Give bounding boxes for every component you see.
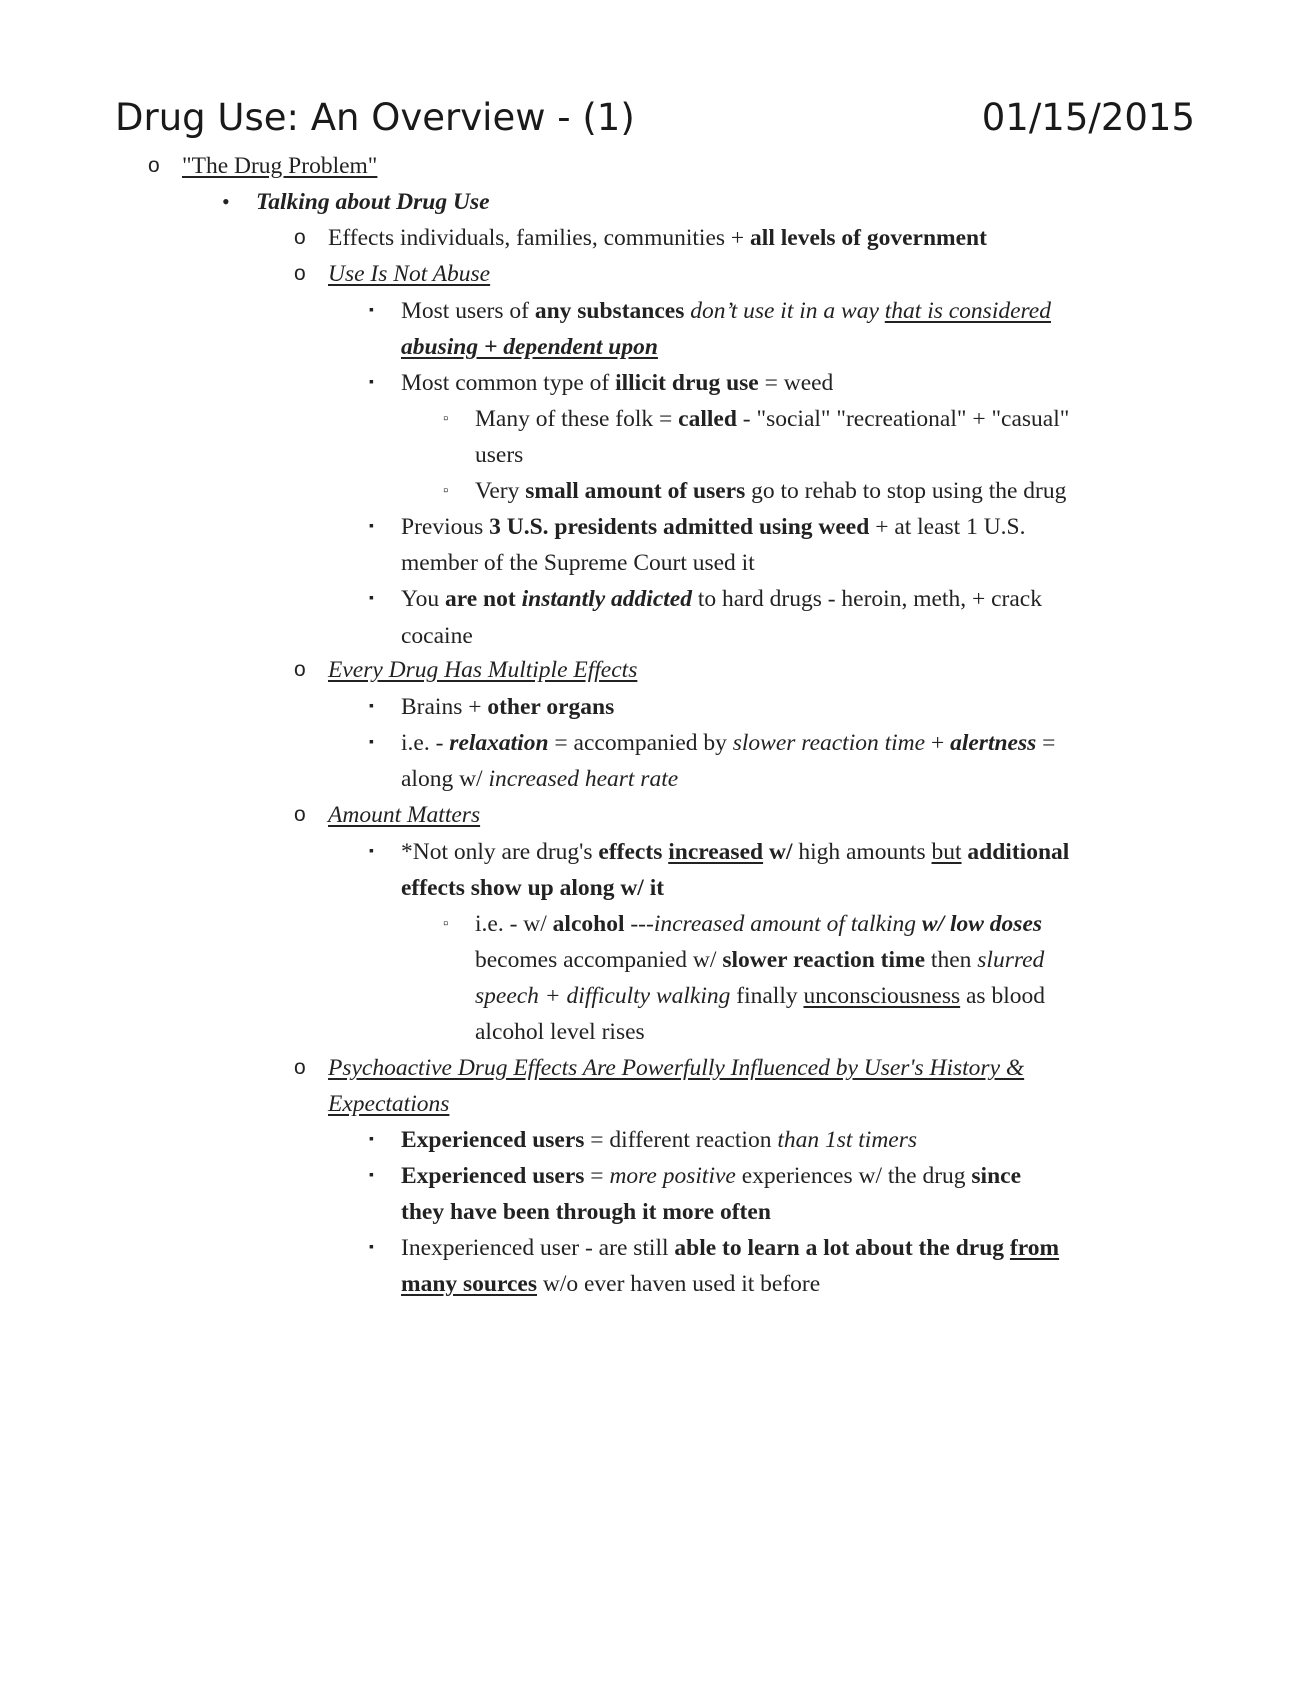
text-run: than 1st timers [777,1127,918,1153]
text-run: Effects individuals, families, communities + [328,225,751,251]
text-run: any substances [534,298,685,324]
outline-line [328,255,490,293]
text-run: alcohol level rises [475,1019,645,1045]
list-marker: ▪ [369,519,374,534]
list-marker: ▪ [369,699,374,714]
outline-line [401,617,473,655]
text-run: more positive [609,1163,736,1189]
list-marker: ▪ [369,844,374,859]
outline-line [328,1085,449,1123]
text-run: then [925,947,978,973]
text-run: many sources [401,1271,537,1297]
text-run: --- [624,911,654,937]
text-run: Psychoactive Drug Effects Are Powerfully Influenced by User's History & [328,1055,1025,1081]
text-run: w/ low doses [921,911,1043,937]
text-run: all levels of government [750,225,987,251]
outline-line [328,1049,1024,1087]
outline-line [401,328,658,366]
text-run: to hard drugs - heroin, meth, + crack [691,586,1042,612]
text-run: experiences w/ the drug [735,1163,972,1189]
outline-line [182,147,377,185]
outline-line [401,760,678,798]
outline-line [401,1229,1059,1267]
outline-line [401,1157,1021,1195]
list-marker: ▫ [443,483,449,499]
outline-line [401,688,614,726]
text-run: "The Drug Problem" [182,153,378,179]
text-run: abusing + dependent upon [401,334,658,360]
list-marker: ▪ [369,1132,374,1147]
text-run: becomes accompanied w/ [475,947,723,973]
text-run: You [401,586,445,612]
outline-line [401,544,755,582]
outline-line [401,1265,820,1303]
text-run: called [678,406,737,432]
list-marker: o [148,154,160,177]
text-run: unconsciousness [803,983,961,1009]
text-run: relaxation [449,730,549,756]
text-run: Use Is Not Abuse [328,261,491,287]
text-run: Every Drug Has Multiple Effects [328,657,638,683]
list-marker: o [294,803,306,826]
list-marker: ▫ [443,916,449,932]
list-marker: o [294,262,306,285]
text-run: member of the Supreme Court used it [401,550,755,576]
text-run: = weed [758,370,834,396]
outline-line [256,183,490,221]
text-run: additional [967,839,1070,865]
text-run: slower reaction time [722,947,926,973]
outline-line [401,1193,771,1231]
text-run: Previous [401,514,490,540]
text-run: i.e. - [401,730,450,756]
list-marker: ▪ [369,591,374,606]
text-run: i.e. - w/ [475,911,553,937]
text-run: other organs [487,694,615,720]
text-run: but [931,839,962,865]
outline-line [475,905,1042,943]
text-run: Talking about Drug Use [256,189,490,215]
text-run: increased heart rate [488,766,679,792]
outline-line [328,796,480,834]
text-run: don’t use it in a way [684,298,885,324]
list-marker: ▪ [369,735,374,750]
outline-line [401,869,664,907]
text-run: able to learn a lot about the drug [674,1235,1010,1261]
outline-line [475,436,523,474]
text-run: - "social" "recreational" + "casual" [736,406,1070,432]
text-run: increased [668,839,764,865]
text-run: high amounts [792,839,932,865]
text-run: speech + difficulty walking [475,983,731,1009]
outline-line [401,833,1069,871]
text-run: Amount Matters [328,802,481,828]
page-title: Drug Use: An Overview - (1) [115,96,635,139]
outline-line [475,1013,645,1051]
text-run: effects show up along w/ it [401,875,665,901]
list-marker: ▫ [443,411,449,427]
text-run: effects [598,839,669,865]
text-run: Inexperienced user - are still [401,1235,675,1261]
text-run: = accompanied by [548,730,733,756]
text-run: finally [730,983,804,1009]
text-run: since [971,1163,1022,1189]
text-run: Experienced users [401,1127,585,1153]
list-marker: o [294,1056,306,1079]
text-run: as blood [960,983,1045,1009]
text-run: Many of these folk = [475,406,679,432]
text-run: are not [445,586,522,612]
text-run: = different reaction [584,1127,778,1153]
text-run: alertness [950,730,1037,756]
list-marker: ▪ [369,1240,374,1255]
page-date: 01/15/2015 [981,96,1195,139]
text-run: Expectations [328,1091,450,1117]
text-run: w/o ever haven used it before [537,1271,821,1297]
text-run: + [925,730,951,756]
outline-line [401,724,1055,762]
text-run: alcohol [552,911,625,937]
outline-line [475,400,1069,438]
text-run: *Not only are drug's [401,839,599,865]
text-run: Brains + [401,694,488,720]
text-run: users [475,442,524,468]
text-run: slower reaction time [732,730,926,756]
outline-line [401,1121,917,1159]
outline-line [401,364,833,402]
text-run: along w/ [401,766,489,792]
list-marker: o [294,658,306,681]
list-marker: • [222,189,230,214]
text-run: go to rehab to stop using the drug [745,478,1067,504]
outline-line [401,292,1051,330]
list-marker: ▪ [369,303,374,318]
text-run: instantly addicted [521,586,692,612]
list-marker: ▪ [369,1168,374,1183]
text-run: cocaine [401,623,473,649]
outline-line [401,580,1042,618]
text-run: 3 U.S. presidents admitted using weed [489,514,870,540]
text-run: from [1009,1235,1060,1261]
outline-line [401,508,1026,546]
text-run: increased amount of talking [653,911,922,937]
outline-line [328,219,987,257]
text-run: + at least 1 U.S. [869,514,1026,540]
text-run: illicit drug use [615,370,759,396]
text-run: small amount of users [525,478,746,504]
text-run: slurred [977,947,1045,973]
list-marker: o [294,226,306,249]
outline-line [475,941,1044,979]
text-run: Most common type of [401,370,616,396]
text-run: = [1036,730,1056,756]
outline-line [328,651,637,689]
text-run: = [584,1163,610,1189]
outline-line [475,977,1045,1015]
text-run: Most users of [401,298,535,324]
text-run: they have been through it more often [401,1199,771,1225]
text-run: Experienced users [401,1163,585,1189]
list-marker: ▪ [369,375,374,390]
text-run: Very [475,478,526,504]
text-run: w/ [763,839,793,865]
text-run: that is considered [884,298,1051,324]
outline-line [475,472,1066,510]
